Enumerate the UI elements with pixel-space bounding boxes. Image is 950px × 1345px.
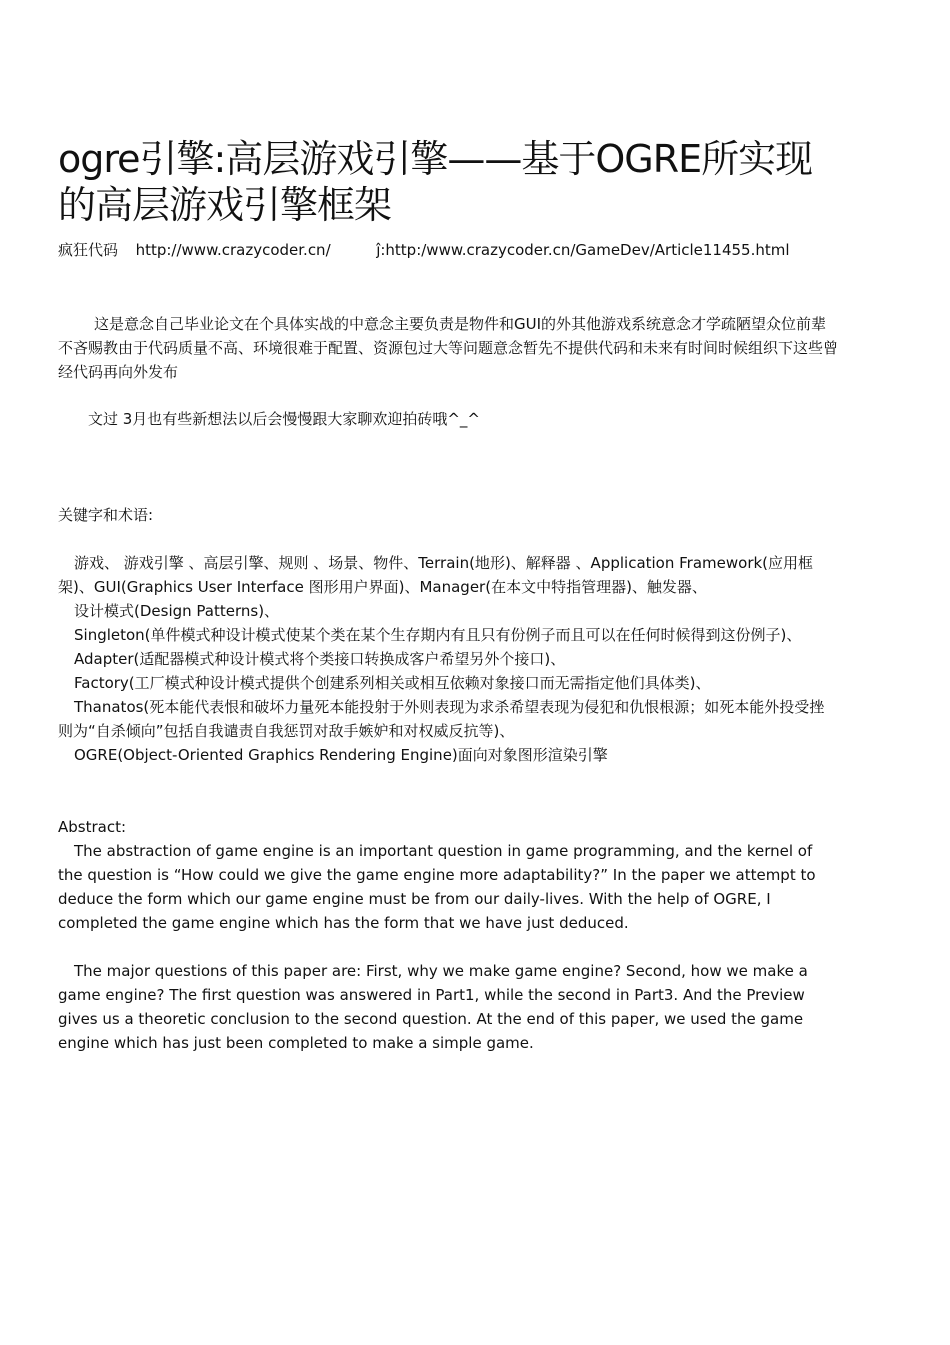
page-title: ogre引擎:高层游戏引擎——基于OGRE所实现的高层游戏引擎框架 bbox=[58, 137, 813, 227]
keyword-line: Adapter(适配器模式种设计模式将个类接口转换成客户希望另外个接口)、 bbox=[74, 650, 566, 668]
keyword-line: OGRE(Object-Oriented Graphics Rendering Engine)面向对象图形渲染引擎 bbox=[74, 746, 608, 764]
keyword-line: Factory(工厂模式种设计模式提供个创建系列相关或相互依赖对象接口而无需指定他们具体类)、 bbox=[74, 674, 711, 692]
keywords-list bbox=[58, 551, 838, 767]
abstract-paragraph-2: The major questions of this paper are: First, why we make game engine? Second, how we make a game engine? The first question was answered in Part1, while the second in Part3. And the Preview gives us a theoretic conclusion to the second question. At the end of this paper, we used the game engine which has just been completed to make a simple game. bbox=[58, 962, 808, 1052]
intro-paragraph-2: 文过 3月也有些新想法以后会慢慢跟大家聊欢迎拍砖哦^_^ bbox=[88, 410, 480, 428]
abstract-paragraph-1: The abstraction of game engine is an important question in game programming, and the kernel of the question is “How could we give the game engine more adaptability?” In the paper we attempt to deduce the form which our game engine must be from our daily-lives. With the help of OGRE, I completed the game engine which has the form that we have just deduced. bbox=[58, 842, 816, 932]
abstract-heading: Abstract: bbox=[58, 818, 127, 836]
keyword-line: 游戏、 游戏引擎 、高层引擎、规则 、场景、物件、Terrain(地形)、解释器 、Application Framework(应用框架)、GUI(Graphics User Interface 图形用户界面)、Manager(在本文中特指管理器)、触发器、 bbox=[58, 554, 814, 596]
keyword-line: Thanatos(死本能代表恨和破坏力量死本能投射于外则表现为求杀希望表现为侵犯和仇恨根源；如死本能外投受挫则为“自杀倾向”包括自我谴责自我惩罚对敌手嫉妒和对权威反抗等)、 bbox=[58, 698, 825, 740]
keyword-line: 设计模式(Design Patterns)、 bbox=[74, 602, 280, 620]
source-site-url[interactable]: http://www.crazycoder.cn/ bbox=[135, 241, 331, 259]
keywords-heading: 关键字和术语: bbox=[58, 506, 154, 524]
source-site-name: 疯狂代码 bbox=[58, 241, 119, 259]
source-line bbox=[58, 240, 790, 260]
intro-paragraph-1: 这是意念自己毕业论文在个具体实战的中意念主要负责是物件和GUI的外其他游戏系统意念才学疏陋望众位前辈不吝赐教由于代码质量不高、环境很难于配置、资源包过大等问题意念暂先不提供代码和未来有时间时候组织下这些曾经代码再向外发布 bbox=[58, 315, 839, 381]
keyword-line: Singleton(单件模式种设计模式使某个类在某个生存期内有且只有份例子而且可以在任何时候得到这份例子)、 bbox=[74, 626, 802, 644]
source-article-ref[interactable]: ĵ:http:/www.crazycoder.cn/GameDev/Article11455.html bbox=[376, 241, 790, 259]
